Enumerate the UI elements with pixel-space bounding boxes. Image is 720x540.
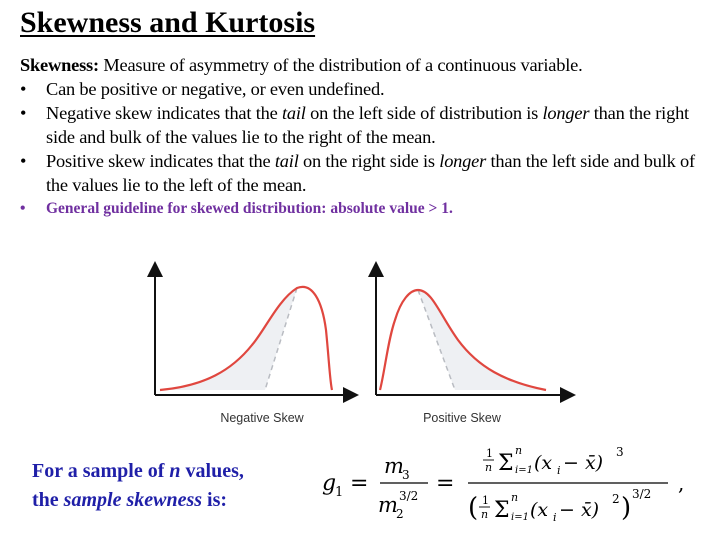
skew-illustrations <box>0 260 720 435</box>
slide-title: Skewness and Kurtosis <box>20 6 316 39</box>
formula-num-sigma: Σ <box>498 451 514 476</box>
formula-num-sum-bottom: i=1 <box>515 465 533 476</box>
formula-den-open-paren: ( <box>468 493 479 523</box>
italic-sample-skewness: sample skewness <box>63 489 203 511</box>
formula-g-subscript: 1 <box>335 485 344 500</box>
bullet-marker: • <box>20 151 27 171</box>
formula-m2: m <box>378 493 398 517</box>
formula-m3-subscript: 3 <box>402 468 410 482</box>
formula-num-one: 1 <box>486 447 493 460</box>
formula-num-term-subscript: i <box>557 464 561 477</box>
bullet-guideline <box>20 197 710 221</box>
bullet-text-part: than the left side and bulk of the values lie to the left of the mean. <box>46 151 695 195</box>
formula-m2-superscript: 3/2 <box>399 489 419 503</box>
bullet-negative-skew <box>20 101 710 149</box>
definition-text: Measure of asymmetry of the distribution of a continuous variable. <box>98 55 583 75</box>
formula-den-sum-top: n <box>511 491 519 504</box>
bullet-sign <box>20 77 710 101</box>
bullet-list <box>20 77 710 221</box>
formula-den-close-paren: ) <box>621 493 632 523</box>
emphasis-longer: longer <box>542 103 590 123</box>
formula-num-sum-top: n <box>515 444 523 457</box>
bullet-marker: • <box>20 79 27 99</box>
formula-den-n: n <box>481 508 489 521</box>
formula-den-sum-bottom: i=1 <box>511 512 529 523</box>
negative-skew-shaded-area <box>160 288 297 390</box>
formula-num-term: (x <box>534 452 553 474</box>
formula-comma: , <box>678 471 685 495</box>
formula-den-term: (x <box>530 499 549 521</box>
formula-den-term-subscript: i <box>553 511 557 524</box>
formula-m2-subscript: 2 <box>396 507 404 521</box>
negative-skew-figure <box>155 269 351 425</box>
positive-skew-caption: Positive Skew <box>423 411 501 425</box>
formula-equals-1: = <box>350 471 369 496</box>
bullet-text: Can be positive or negative, or even undefined. <box>46 79 385 99</box>
skewness-definition <box>20 53 710 77</box>
formula-m3: m <box>384 454 404 478</box>
formula-num-term-minus: − x̄) <box>563 452 604 474</box>
sample-line-2: the sample skewness is: <box>32 489 228 511</box>
negative-skew-caption: Negative Skew <box>220 411 304 425</box>
sample-line-1: For a sample of n values, <box>32 460 244 482</box>
bullet-text-part: Positive skew indicates that the <box>46 151 275 171</box>
bullet-text-part: on the left side of distribution is <box>305 103 543 123</box>
guideline-text: General guideline for skewed distribution: absolute value > 1. <box>46 200 453 217</box>
italic-n: n <box>169 460 181 482</box>
formula-den-sigma: Σ <box>494 498 510 523</box>
bullet-text-part: Negative skew indicates that the <box>46 103 282 123</box>
definition-term: Skewness: <box>20 55 99 75</box>
emphasis-longer: longer <box>439 151 487 171</box>
positive-skew-figure <box>376 269 568 425</box>
formula-den-power: 2 <box>612 492 620 506</box>
emphasis-tail: tail <box>274 151 299 171</box>
formula-den-one: 1 <box>482 494 489 507</box>
formula-g: g <box>322 471 337 496</box>
sample-skewness-formula <box>320 440 700 535</box>
bullet-text-part: on the right side is <box>298 151 440 171</box>
bullet-marker: • <box>20 103 27 123</box>
bullet-text-part: than the right side and bulk of the values lie to the right of the mean. <box>46 103 689 147</box>
formula-num-n: n <box>485 461 493 474</box>
bullet-marker: • <box>20 200 26 217</box>
formula-equals-2: = <box>436 471 455 496</box>
formula-num-power: 3 <box>616 445 624 459</box>
formula-den-outer-power: 3/2 <box>632 487 652 501</box>
formula-den-term-minus: − x̄) <box>559 499 600 521</box>
bullet-positive-skew <box>20 149 710 197</box>
emphasis-tail: tail <box>281 103 306 123</box>
sample-skewness-intro <box>32 457 244 515</box>
